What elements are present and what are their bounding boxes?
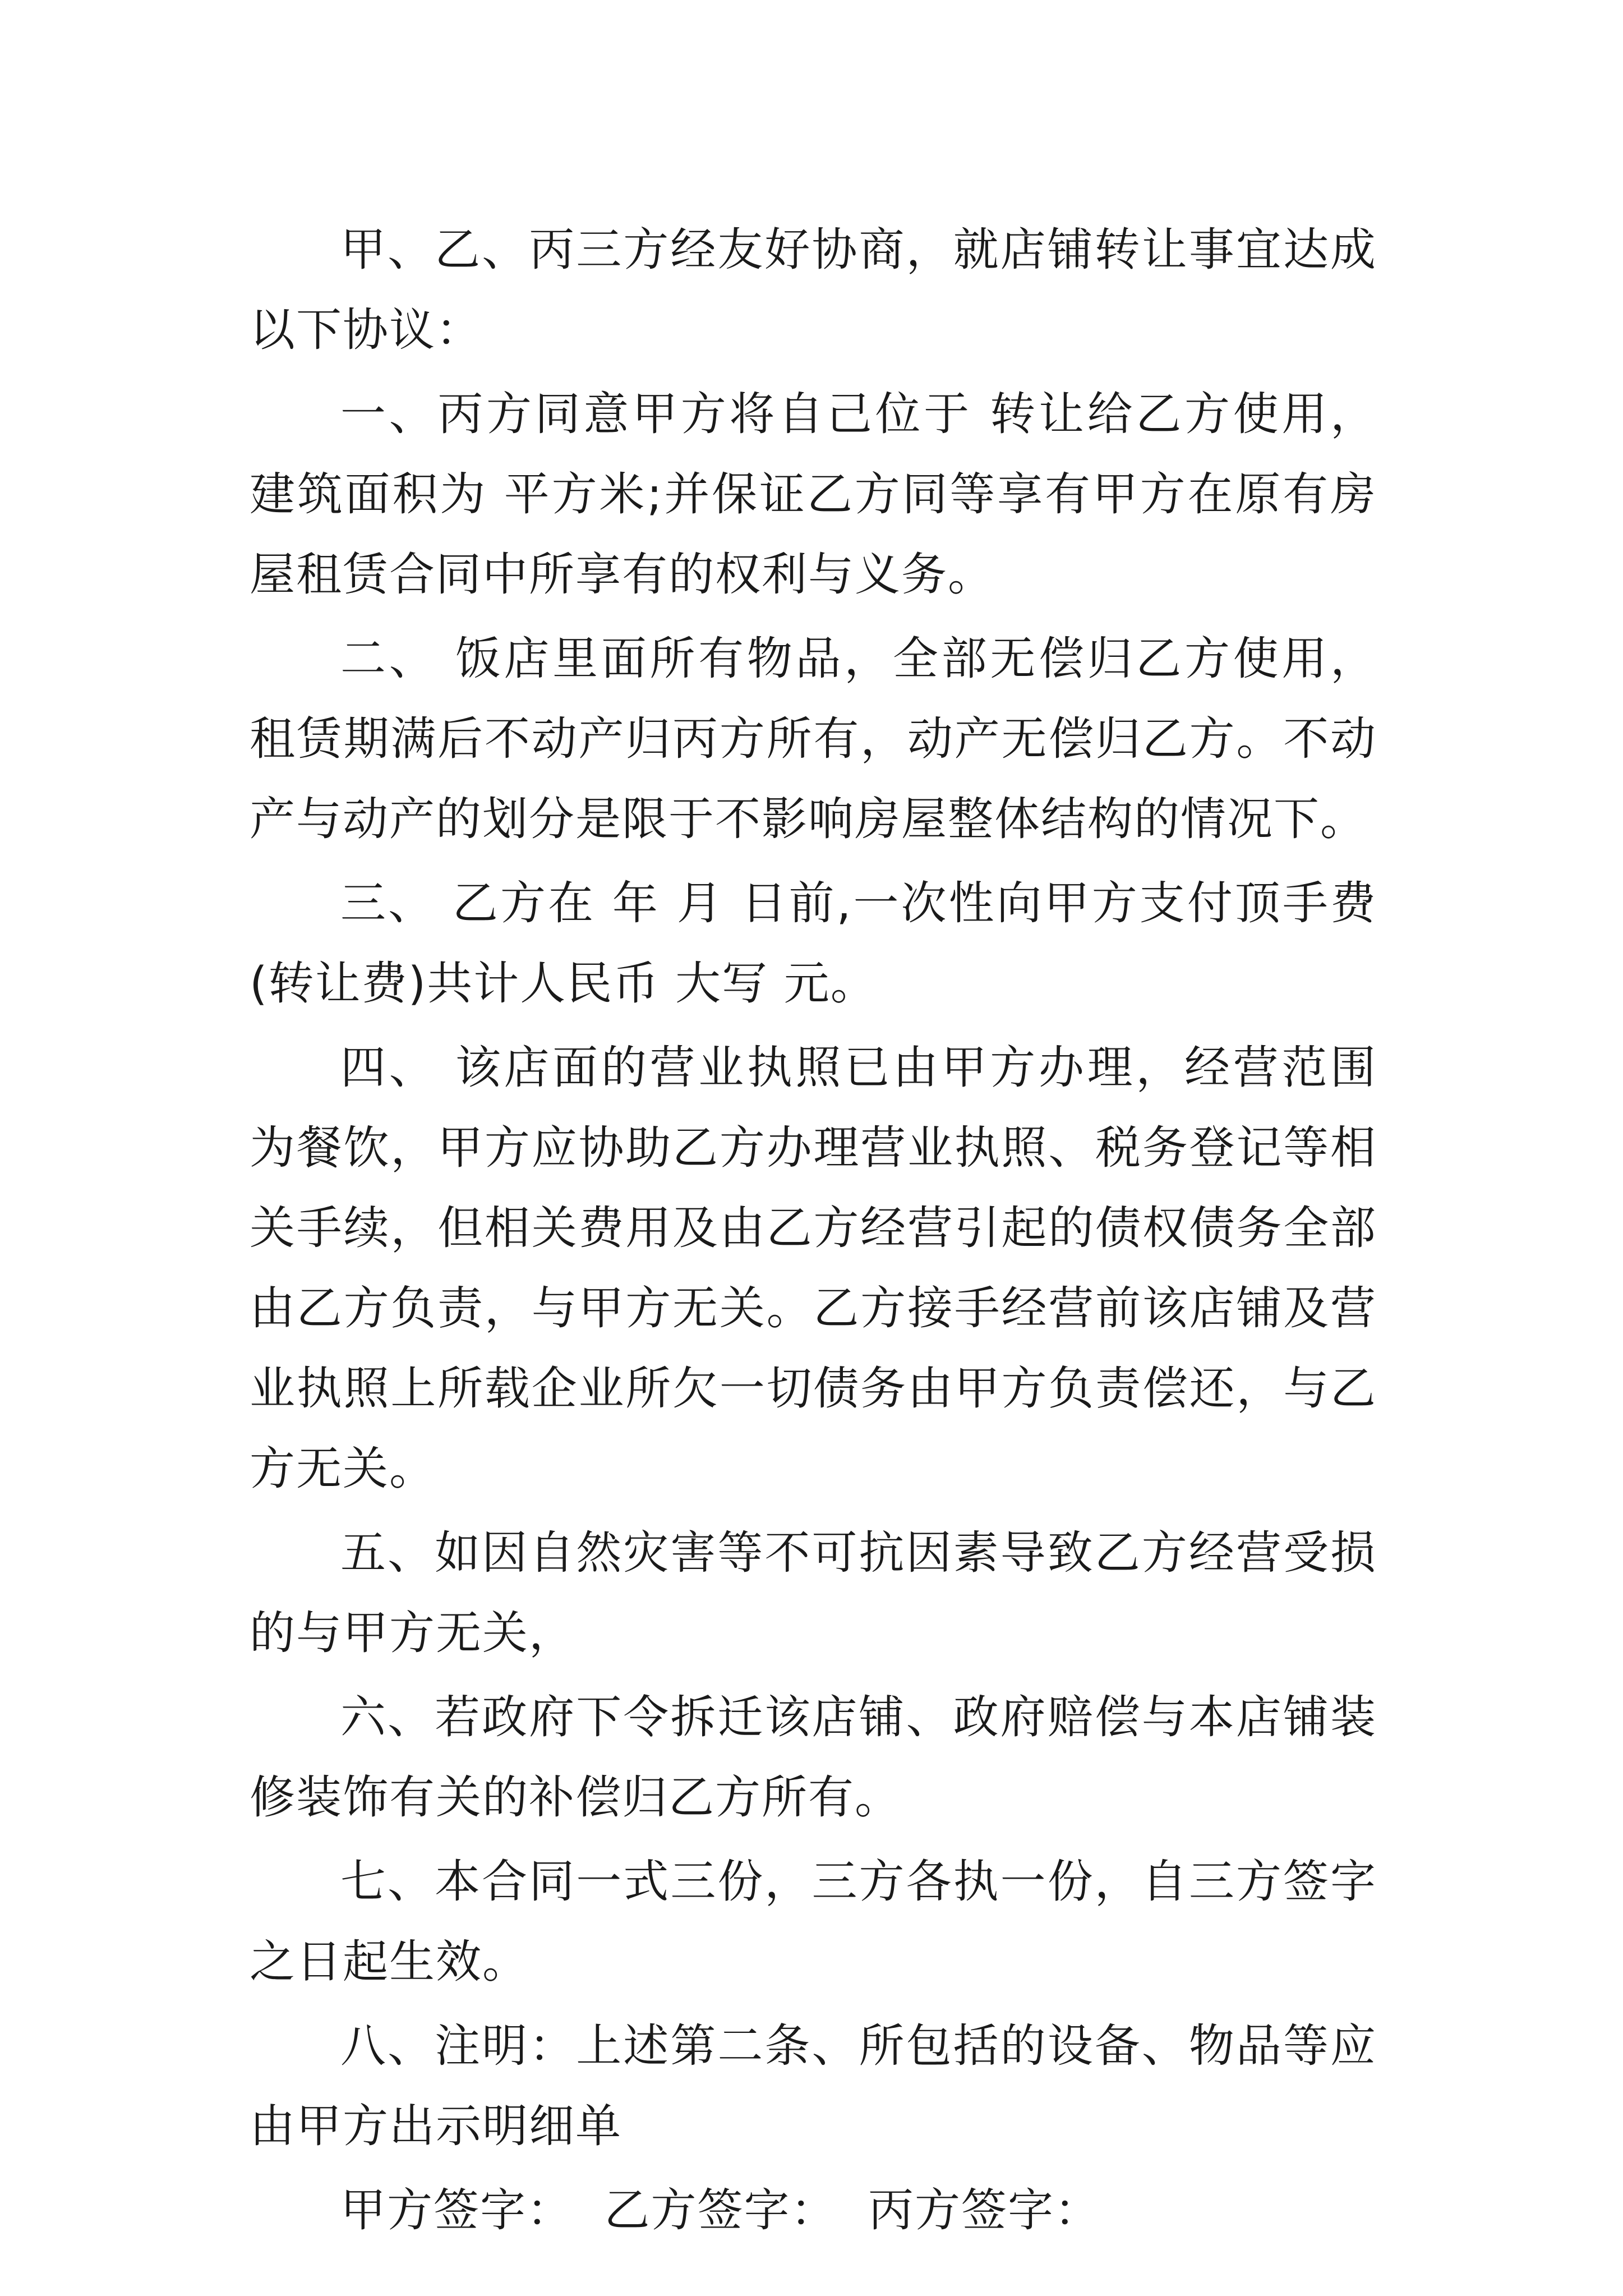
clause-2: 二、 饭店里面所有物品，全部无偿归乙方使用，租赁期满后不动产归丙方所有，动产无偿归乙方。不动产与动产的划分是限于不影响房屋整体结构的情况下。	[250, 633, 1377, 846]
document-body	[250, 210, 1377, 2251]
signature-line: 甲方签字： 乙方签字： 丙方签字：	[340, 2184, 1101, 2237]
clause-8: 八、注明：上述第二条、所包括的设备、物品等应由甲方出示明细单	[250, 2020, 1377, 2153]
clause-4: 四、 该店面的营业执照已由甲方办理，经营范围为餐饮，甲方应协助乙方办理营业执照、税务登记等相关手续，但相关费用及由乙方经营引起的债权债务全部由乙方负责，与甲方无关。乙方接手经营前该店铺及营业执照上所载企业所欠一切债务由甲方负责偿还，与乙方无关。	[250, 1042, 1377, 1496]
clause-1: 一、丙方同意甲方将自己位于 转让给乙方使用，建筑面积为 平方米;并保证乙方同等享有甲方在原有房屋租赁合同中所享有的权利与义务。	[250, 388, 1377, 601]
clause-7: 七、本合同一式三份，三方各执一份，自三方签字之日起生效。	[250, 1856, 1377, 1989]
clause-5: 五、如因自然灾害等不可抗因素导致乙方经营受损的与甲方无关，	[250, 1527, 1377, 1660]
intro-paragraph: 甲、乙、丙三方经友好协商，就店铺转让事宜达成以下协议：	[250, 224, 1377, 357]
clause-3: 三、 乙方在 年 月 日前,一次性向甲方支付顶手费(转让费)共计人民币 大写 元。	[250, 877, 1377, 1010]
clause-6: 六、若政府下令拆迁该店铺、政府赔偿与本店铺装修装饰有关的补偿归乙方所有。	[250, 1691, 1377, 1824]
